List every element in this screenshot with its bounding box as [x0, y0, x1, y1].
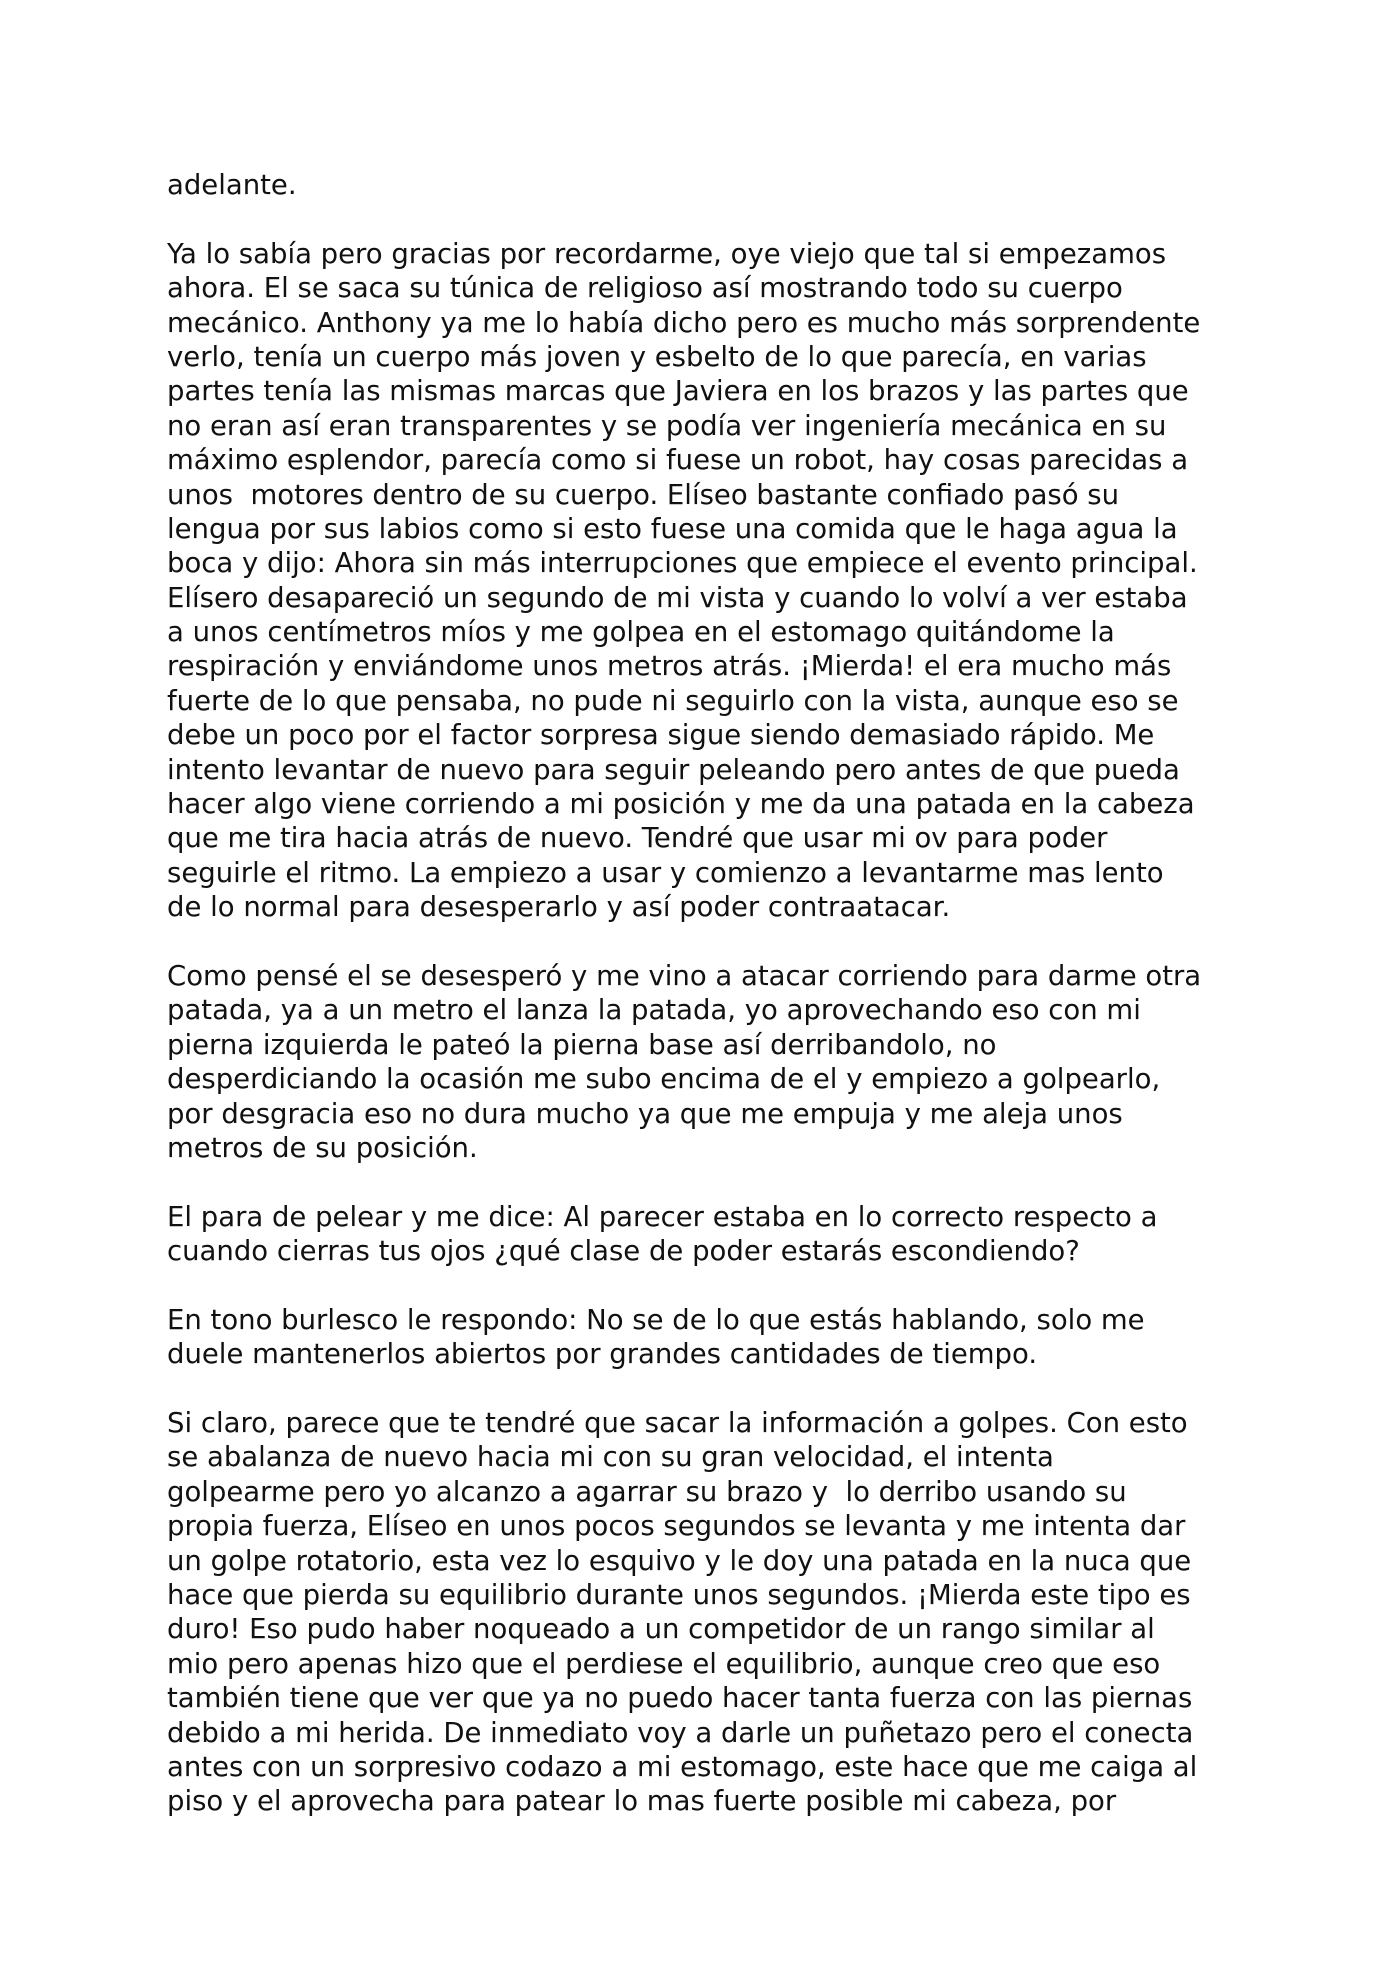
text-line: antes con un sorpresivo codazo a mi estomago, este hace que me caiga al: [167, 1750, 1198, 1783]
text-line: se abalanza de nuevo hacia mi con su gran velocidad, el intenta: [167, 1441, 1054, 1474]
text-line: lengua por sus labios como si esto fuese una comida que le haga agua la: [167, 512, 1178, 545]
text-line: patada, ya a un metro el lanza la patada, yo aprovechando eso con mi: [167, 994, 1141, 1027]
text-line: mio pero apenas hizo que el perdiese el equilibrio, aunque creo que eso: [167, 1647, 1161, 1680]
text-line: metros de su posición.: [167, 1131, 478, 1164]
text-line: partes tenía las mismas marcas que Javiera en los brazos y las partes que: [167, 375, 1189, 408]
text-line: Elísero desapareció un segundo de mi vista y cuando lo volví a ver estaba: [167, 581, 1188, 614]
text-line: cuando cierras tus ojos ¿qué clase de poder estarás escondiendo?: [167, 1235, 1080, 1268]
text-line: debido a mi herida. De inmediato voy a darle un puñetazo pero el conecta: [167, 1716, 1194, 1749]
paragraph-spacer: [167, 1165, 1257, 1199]
text-line: boca y dijo: Ahora sin más interrupciones que empiece el evento principal.: [167, 547, 1198, 580]
text-line: pierna izquierda le pateó la pierna base así derribandolo, no: [167, 1028, 997, 1061]
paragraph-spacer: [167, 1372, 1257, 1406]
text-line: piso y el aprovecha para patear lo mas fuerte posible mi cabeza, por: [167, 1785, 1117, 1818]
text-line: desperdiciando la ocasión me subo encima de el y empiezo a golpearlo,: [167, 1063, 1161, 1096]
text-line: respiración y enviándome unos metros atrás. ¡Mierda! el era mucho más: [167, 650, 1172, 683]
paragraph-spacer: [167, 202, 1257, 236]
text-line: verlo, tenía un cuerpo más joven y esbelto de lo que parecía, en varias: [167, 340, 1147, 373]
paragraph-spacer: [167, 925, 1257, 959]
document-body: [167, 168, 1257, 1819]
text-line: mecánico. Anthony ya me lo había dicho pero es mucho más sorprendente: [167, 306, 1201, 339]
text-line: golpearme pero yo alcanzo a agarrar su brazo y lo derribo usando su: [167, 1475, 1127, 1508]
text-line: intento levantar de nuevo para seguir peleando pero antes de que pueda: [167, 753, 1180, 786]
paragraph: [167, 1200, 1257, 1269]
text-line: adelante.: [167, 169, 297, 201]
paragraph: [167, 1303, 1257, 1372]
text-line: unos motores dentro de su cuerpo. Elíseo bastante confiado pasó su: [167, 478, 1120, 511]
text-line: fuerte de lo que pensaba, no pude ni seguirlo con la vista, aunque eso se: [167, 684, 1179, 717]
text-line: hace que pierda su equilibrio durante unos segundos. ¡Mierda este tipo es: [167, 1579, 1191, 1612]
paragraph: [167, 959, 1257, 1165]
text-line: a unos centímetros míos y me golpea en el estomago quitándome la: [167, 616, 1115, 649]
paragraph: [167, 1406, 1257, 1819]
text-line: ahora. El se saca su túnica de religioso así mostrando todo su cuerpo: [167, 272, 1123, 305]
paragraph-spacer: [167, 1269, 1257, 1303]
text-line: de lo normal para desesperarlo y así poder contraatacar.: [167, 891, 951, 924]
text-line: que me tira hacia atrás de nuevo. Tendré que usar mi ov para poder: [167, 822, 1108, 855]
text-line: también tiene que ver que ya no puedo hacer tanta fuerza con las piernas: [167, 1682, 1193, 1715]
text-line: máximo esplendor, parecía como si fuese un robot, hay cosas parecidas a: [167, 444, 1189, 477]
text-line: hacer algo viene corriendo a mi posición y me da una patada en la cabeza: [167, 788, 1195, 821]
text-line: Si claro, parece que te tendré que sacar la información a golpes. Con esto: [167, 1407, 1188, 1440]
text-line: un golpe rotatorio, esta vez lo esquivo y le doy una patada en la nuca que: [167, 1544, 1192, 1577]
text-line: Ya lo sabía pero gracias por recordarme, oye viejo que tal si empezamos: [167, 237, 1167, 270]
text-line: seguirle el ritmo. La empiezo a usar y comienzo a levantarme mas lento: [167, 856, 1164, 889]
text-line: propia fuerza, Elíseo en unos pocos segundos se levanta y me intenta dar: [167, 1510, 1186, 1543]
text-line: no eran así eran transparentes y se podía ver ingeniería mecánica en su: [167, 409, 1167, 442]
paragraph: [167, 168, 1257, 202]
text-line: por desgracia eso no dura mucho ya que me empuja y me aleja unos: [167, 1097, 1123, 1130]
paragraph: [167, 237, 1257, 925]
text-line: duro! Eso pudo haber noqueado a un competidor de un rango similar al: [167, 1613, 1155, 1646]
text-line: En tono burlesco le respondo: No se de lo que estás hablando, solo me: [167, 1303, 1145, 1336]
text-line: debe un poco por el factor sorpresa sigue siendo demasiado rápido. Me: [167, 719, 1155, 752]
text-line: El para de pelear y me dice: Al parecer estaba en lo correcto respecto a: [167, 1200, 1158, 1233]
text-line: Como pensé el se desesperó y me vino a atacar corriendo para darme otra: [167, 959, 1202, 992]
text-line: duele mantenerlos abiertos por grandes cantidades de tiempo.: [167, 1338, 1038, 1371]
